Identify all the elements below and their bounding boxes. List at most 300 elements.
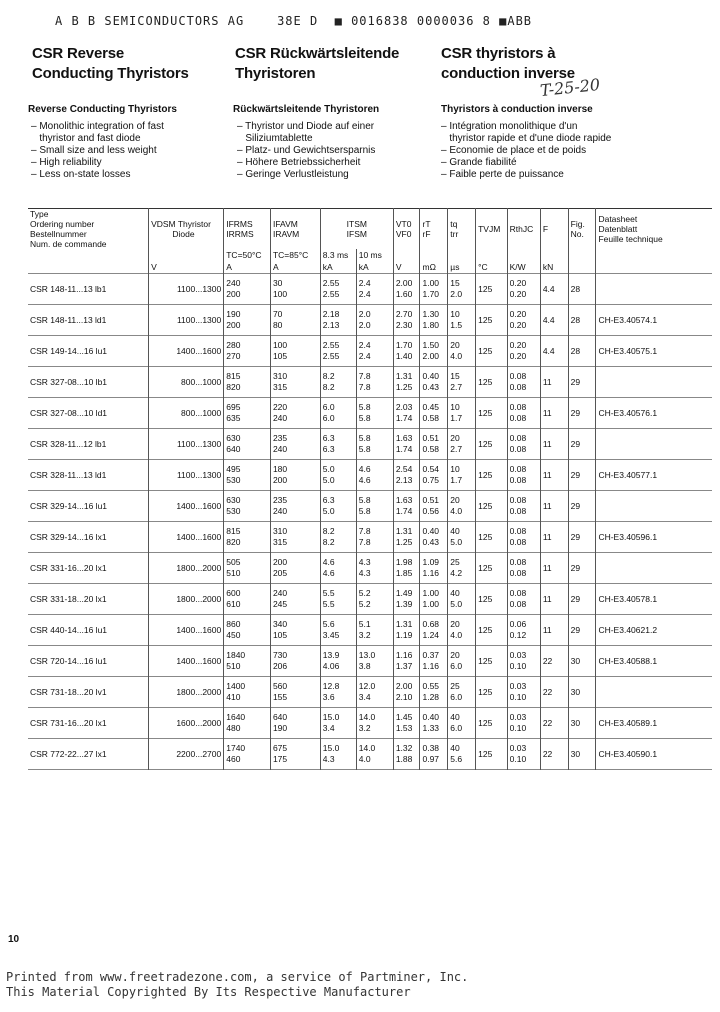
cell-ifavm	[270, 583, 320, 614]
cell-itsm-10ms	[356, 366, 393, 397]
cell-rthjc-line: 0.20	[509, 339, 527, 350]
cell-ifrms-line: 240	[226, 277, 241, 288]
cell-type: CSR 329-14...16 lu1	[30, 500, 108, 511]
cell-rthjc-line: 0.10	[509, 722, 527, 733]
cell-ifavm	[270, 738, 320, 769]
cell-itsm-10ms-line: 2.4	[358, 339, 371, 350]
cell-datasheet	[596, 552, 712, 583]
header-10ms: 10 ms	[356, 249, 393, 261]
cell-ifavm-line: 30	[272, 277, 283, 288]
cell-rt-line: 0.51	[422, 494, 440, 505]
cell-rthjc-line: 0.08	[509, 556, 527, 567]
cell-itsm-83ms-line: 3.6	[322, 691, 335, 702]
cell-itsm-83ms-line: 4.3	[322, 753, 335, 764]
cell-vto	[393, 583, 420, 614]
cell-rthjc	[507, 459, 540, 490]
cell-ifavm	[270, 304, 320, 335]
cell-datasheet: CH-E3.40575.1	[596, 335, 712, 366]
bullet: – Faible perte de puissance	[441, 169, 564, 180]
cell-vdsm: 1800...2000	[149, 676, 224, 707]
cell-vto-line: 1.32	[395, 742, 413, 753]
cell-rt	[420, 273, 448, 304]
cell-vto	[393, 273, 420, 304]
cell-ifavm-line: 310	[272, 525, 288, 536]
cell-vto-line: 2.03	[395, 401, 413, 412]
cell-datasheet	[596, 676, 712, 707]
table-row	[28, 459, 712, 490]
cell-ifrms-line: 820	[226, 381, 241, 392]
cell-itsm-83ms	[320, 273, 356, 304]
table-row	[28, 490, 712, 521]
cell-rthjc	[507, 397, 540, 428]
cell-fig: 29	[568, 459, 596, 490]
cell-vdsm: 1400...1600	[149, 614, 224, 645]
cell-type: CSR 731-18...20 lv1	[30, 686, 107, 697]
cell-rthjc-line: 0.03	[509, 649, 527, 660]
cell-rt-line: 0.51	[422, 432, 440, 443]
cell-type: CSR 731-16...20 lx1	[30, 717, 107, 728]
cell-ifavm-line: 80	[272, 319, 283, 330]
header-f: F	[540, 209, 568, 250]
unit: kA	[320, 261, 356, 273]
cell-rt-line: 0.75	[422, 474, 440, 485]
cell-rt	[420, 366, 448, 397]
cell-rt-line: 0.68	[422, 618, 440, 629]
cell-ifavm-line: 100	[272, 339, 288, 350]
cell-ifrms-line: 200	[226, 288, 241, 299]
cell-itsm-83ms	[320, 707, 356, 738]
cell-rthjc-line: 0.08	[509, 505, 527, 516]
cell-rthjc-line: 0.08	[509, 525, 527, 536]
table-row	[28, 304, 712, 335]
cell-f: 4.4	[540, 304, 568, 335]
cell-rt-line: 0.40	[422, 370, 440, 381]
cell-datasheet: CH-E3.40589.1	[596, 707, 712, 738]
cell-tvjm: 125	[476, 366, 508, 397]
cell-tq-line: 5.0	[450, 598, 463, 609]
unit: kA	[356, 261, 393, 273]
cell-type: CSR 331-16...20 lx1	[30, 562, 107, 573]
cell-f: 11	[540, 521, 568, 552]
cell-f: 4.4	[540, 335, 568, 366]
cell-datasheet	[596, 490, 712, 521]
cell-rthjc-line: 0.20	[509, 319, 527, 330]
table-row	[28, 552, 712, 583]
cell-f: 22	[540, 676, 568, 707]
cell-tq-line: 4.0	[450, 505, 463, 516]
cell-tq-line: 4.0	[450, 350, 463, 361]
cell-rt	[420, 676, 448, 707]
cell-rthjc	[507, 490, 540, 521]
cell-itsm-83ms	[320, 676, 356, 707]
cell-vto-line: 1.16	[395, 649, 413, 660]
cell-ifavm	[270, 459, 320, 490]
cell-vto	[393, 428, 420, 459]
cell-tq-line: 1.7	[450, 412, 463, 423]
handwritten-note: T-25-20	[539, 74, 601, 101]
unit: mΩ	[420, 261, 448, 273]
cell-vdsm: 1100...1300	[149, 428, 224, 459]
cell-rt-line: 1.00	[422, 587, 440, 598]
cell-itsm-10ms-line: 4.6	[358, 474, 371, 485]
cell-rthjc	[507, 583, 540, 614]
cell-rthjc-line: 0.08	[509, 587, 527, 598]
bullet: – High reliability	[31, 157, 102, 168]
cell-fig: 30	[568, 645, 596, 676]
cell-rt-line: 0.43	[422, 536, 440, 547]
cell-itsm-10ms	[356, 335, 393, 366]
cell-rthjc-line: 0.03	[509, 742, 527, 753]
cell-tq-line: 25	[450, 556, 460, 567]
cell-ifavm-line: 206	[272, 660, 288, 671]
cell-vdsm: 1400...1600	[149, 490, 224, 521]
cell-itsm-10ms-line: 4.6	[358, 463, 371, 474]
cell-rthjc-line: 0.08	[509, 474, 527, 485]
cell-tq-line: 40	[450, 587, 460, 598]
cell-ifavm	[270, 335, 320, 366]
bullet: Siliziumtablette	[237, 133, 313, 144]
cell-vdsm: 1800...2000	[149, 552, 224, 583]
cell-ifrms-line: 610	[226, 598, 241, 609]
cell-vto-line: 1.74	[395, 412, 413, 423]
cell-itsm-83ms-line: 5.0	[322, 505, 335, 516]
cell-ifavm-line: 340	[272, 618, 288, 629]
cell-fig: 30	[568, 707, 596, 738]
cell-vdsm: 1800...2000	[149, 583, 224, 614]
table-row	[28, 366, 712, 397]
thyristor-table	[28, 208, 712, 770]
cell-vto	[393, 645, 420, 676]
table-row	[28, 614, 712, 645]
cell-tq	[448, 583, 476, 614]
cell-itsm-10ms	[356, 552, 393, 583]
cell-type: CSR 327-08...10 ld1	[30, 407, 108, 418]
cell-rthjc	[507, 738, 540, 769]
cell-itsm-10ms-line: 5.1	[358, 618, 371, 629]
cell-rthjc	[507, 428, 540, 459]
cell-fig: 28	[568, 304, 596, 335]
cell-itsm-10ms-line: 12.0	[358, 680, 376, 691]
cell-itsm-83ms	[320, 428, 356, 459]
cell-rt-line: 0.45	[422, 401, 440, 412]
cell-ifavm	[270, 490, 320, 521]
cell-rthjc-line: 0.08	[509, 443, 527, 454]
cell-ifavm	[270, 521, 320, 552]
cell-itsm-10ms-line: 2.4	[358, 277, 371, 288]
cell-rt-line: 1.33	[422, 722, 440, 733]
cell-rthjc-line: 0.20	[509, 288, 527, 299]
cell-vto	[393, 304, 420, 335]
cell-type: CSR 440-14...16 lu1	[30, 624, 108, 635]
cell-rt	[420, 459, 448, 490]
cell-vto	[393, 366, 420, 397]
cell-rthjc	[507, 707, 540, 738]
cell-itsm-10ms-line: 7.8	[358, 381, 371, 392]
cell-ifrms-line: 505	[226, 556, 241, 567]
cell-vto	[393, 521, 420, 552]
cell-vto-line: 1.31	[395, 618, 413, 629]
cell-datasheet	[596, 366, 712, 397]
cell-itsm-10ms-line: 14.0	[358, 711, 376, 722]
cell-itsm-10ms-line: 3.8	[358, 660, 371, 671]
bullet: – Economie de place et de poids	[441, 145, 587, 156]
cell-itsm-83ms-line: 5.5	[322, 587, 335, 598]
cell-rthjc-line: 0.08	[509, 567, 527, 578]
cell-ifavm	[270, 428, 320, 459]
header-tc85: TC=85°C	[270, 249, 320, 261]
cell-rthjc	[507, 335, 540, 366]
cell-rt-line: 1.00	[422, 598, 440, 609]
cell-fig: 30	[568, 676, 596, 707]
cell-rt	[420, 428, 448, 459]
cell-rthjc-line: 0.08	[509, 463, 527, 474]
cell-rt-line: 1.16	[422, 567, 440, 578]
cell-ifrms-line: 640	[226, 443, 241, 454]
cell-itsm-10ms-line: 5.8	[358, 412, 371, 423]
cell-tq-line: 20	[450, 494, 460, 505]
table-row	[28, 738, 712, 769]
cell-rthjc-line: 0.08	[509, 598, 527, 609]
cell-rthjc-line: 0.06	[509, 618, 527, 629]
cell-itsm-10ms-line: 5.8	[358, 443, 371, 454]
cell-vto	[393, 552, 420, 583]
cell-vto-line: 1.60	[395, 288, 413, 299]
cell-rt	[420, 645, 448, 676]
cell-ifrms	[224, 645, 271, 676]
cell-itsm-83ms-line: 5.0	[322, 474, 335, 485]
cell-ifavm-line: 315	[272, 381, 288, 392]
cell-vdsm: 800...1000	[149, 366, 224, 397]
cell-fig: 28	[568, 273, 596, 304]
cell-rt	[420, 707, 448, 738]
cell-ifavm-line: 235	[272, 432, 288, 443]
cell-rthjc-line: 0.10	[509, 691, 527, 702]
cell-ifrms-line: 460	[226, 753, 241, 764]
cell-itsm-10ms	[356, 273, 393, 304]
cell-type: CSR 149-14...16 lu1	[30, 345, 108, 356]
cell-vto-line: 1.74	[395, 505, 413, 516]
cell-tq	[448, 397, 476, 428]
cell-ifrms-line: 495	[226, 463, 241, 474]
cell-itsm-10ms	[356, 521, 393, 552]
cell-itsm-10ms	[356, 738, 393, 769]
table-row	[28, 645, 712, 676]
cell-vto-line: 1.37	[395, 660, 413, 671]
cell-ifrms-line: 635	[226, 412, 241, 423]
cell-ifavm-line: 100	[272, 288, 288, 299]
cell-vto	[393, 397, 420, 428]
cell-rt	[420, 614, 448, 645]
cell-type: CSR 327-08...10 lb1	[30, 376, 108, 387]
cell-rthjc	[507, 676, 540, 707]
cell-ifavm-line: 640	[272, 711, 288, 722]
cell-tvjm: 125	[476, 645, 508, 676]
cell-rt-line: 0.54	[422, 463, 440, 474]
cell-itsm-83ms-line: 6.0	[322, 412, 335, 423]
cell-itsm-10ms-line: 5.8	[358, 505, 371, 516]
cell-rt-line: 1.80	[422, 319, 440, 330]
cell-ifavm-line: 730	[272, 649, 288, 660]
cell-vto	[393, 707, 420, 738]
cell-vto-line: 1.31	[395, 370, 413, 381]
cell-ifrms	[224, 397, 271, 428]
cell-rthjc-line: 0.20	[509, 350, 527, 361]
cell-itsm-83ms-line: 2.55	[322, 277, 340, 288]
cell-itsm-10ms	[356, 676, 393, 707]
cell-itsm-10ms-line: 4.3	[358, 567, 371, 578]
cell-vto	[393, 676, 420, 707]
cell-ifrms-line: 280	[226, 339, 241, 350]
cell-itsm-10ms	[356, 459, 393, 490]
cell-ifrms-line: 1400	[226, 680, 246, 691]
cell-itsm-83ms	[320, 490, 356, 521]
cell-ifavm-line: 675	[272, 742, 288, 753]
cell-ifavm-line: 310	[272, 370, 288, 381]
header-fig: Fig. No.	[568, 209, 596, 250]
cell-itsm-83ms-line: 8.2	[322, 381, 335, 392]
cell-itsm-83ms-line: 13.9	[322, 649, 340, 660]
unit: A	[270, 261, 320, 273]
cell-tq-line: 10	[450, 401, 460, 412]
cell-rt	[420, 738, 448, 769]
cell-rthjc	[507, 614, 540, 645]
cell-ifrms-line: 695	[226, 401, 241, 412]
cell-f: 22	[540, 707, 568, 738]
header-tc50: TC=50°C	[224, 249, 271, 261]
cell-tq	[448, 676, 476, 707]
cell-rt-line: 0.38	[422, 742, 440, 753]
cell-ifrms-line: 860	[226, 618, 241, 629]
cell-tq-line: 20	[450, 339, 460, 350]
cell-tq-line: 25	[450, 680, 460, 691]
cell-vto-line: 1.49	[395, 587, 413, 598]
cell-tq	[448, 428, 476, 459]
cell-vto-line: 1.31	[395, 525, 413, 536]
cell-datasheet	[596, 273, 712, 304]
cell-vdsm: 800...1000	[149, 397, 224, 428]
cell-vto-line: 1.25	[395, 536, 413, 547]
cell-rt-line: 0.37	[422, 649, 440, 660]
bullet: – Höhere Betriebssicherheit	[237, 157, 361, 168]
cell-rthjc-line: 0.08	[509, 370, 527, 381]
cell-itsm-10ms-line: 3.4	[358, 691, 371, 702]
cell-rthjc-line: 0.08	[509, 494, 527, 505]
cell-tvjm: 125	[476, 707, 508, 738]
cell-itsm-83ms-line: 6.3	[322, 443, 335, 454]
cell-itsm-10ms-line: 3.2	[358, 722, 371, 733]
bullet: – Monolithic integration of fast	[31, 121, 164, 132]
cell-ifavm-line: 560	[272, 680, 288, 691]
cell-itsm-83ms	[320, 583, 356, 614]
cell-tq-line: 40	[450, 742, 460, 753]
cell-ifrms-line: 1740	[226, 742, 246, 753]
table-row	[28, 273, 712, 304]
cell-vto	[393, 614, 420, 645]
cell-tq	[448, 707, 476, 738]
cell-vto-line: 2.00	[395, 680, 413, 691]
cell-tvjm: 125	[476, 583, 508, 614]
cell-itsm-10ms	[356, 397, 393, 428]
cell-tq-line: 2.0	[450, 288, 463, 299]
cell-fig: 29	[568, 366, 596, 397]
cell-rthjc-line: 0.03	[509, 680, 527, 691]
cell-itsm-83ms-line: 2.55	[322, 288, 340, 299]
cell-ifrms-line: 600	[226, 587, 241, 598]
cell-itsm-83ms-line: 3.45	[322, 629, 340, 640]
cell-tq-line: 5.6	[450, 753, 463, 764]
cell-itsm-10ms-line: 13.0	[358, 649, 376, 660]
cell-itsm-10ms-line: 2.0	[358, 319, 371, 330]
cell-tq-line: 20	[450, 618, 460, 629]
cell-f: 11	[540, 397, 568, 428]
cell-rt-line: 0.97	[422, 753, 440, 764]
cell-rthjc-line: 0.08	[509, 381, 527, 392]
cell-ifrms	[224, 304, 271, 335]
cell-ifrms	[224, 459, 271, 490]
unit: K/W	[507, 261, 540, 273]
cell-ifrms-line: 630	[226, 432, 241, 443]
cell-vto	[393, 459, 420, 490]
cell-rt-line: 0.40	[422, 525, 440, 536]
cell-vto-line: 1.70	[395, 339, 413, 350]
cell-ifrms	[224, 552, 271, 583]
cell-vto-line: 1.63	[395, 432, 413, 443]
cell-itsm-83ms-line: 8.2	[322, 536, 335, 547]
cell-tq-line: 6.0	[450, 691, 463, 702]
cell-ifavm-line: 200	[272, 556, 288, 567]
cell-itsm-10ms-line: 5.8	[358, 494, 371, 505]
header-datasheet: Datasheet Datenblatt Feuille technique	[596, 209, 712, 250]
cell-ifavm-line: 315	[272, 536, 288, 547]
cell-ifrms-line: 410	[226, 691, 241, 702]
cell-ifavm-line: 105	[272, 629, 288, 640]
cell-tq-line: 2.7	[450, 381, 463, 392]
cell-tq	[448, 273, 476, 304]
cell-rt-line: 1.09	[422, 556, 440, 567]
header-vto: VT0 VF0	[393, 209, 420, 250]
cell-ifrms-line: 450	[226, 629, 241, 640]
cell-ifrms-line: 630	[226, 494, 241, 505]
bullets-german	[237, 121, 375, 181]
cell-rt-line: 1.00	[422, 277, 440, 288]
cell-tq-line: 1.7	[450, 474, 463, 485]
cell-vto-line: 1.19	[395, 629, 413, 640]
header-rt: rT rF	[420, 209, 448, 250]
cell-itsm-83ms-line: 12.8	[322, 680, 340, 691]
cell-rt	[420, 521, 448, 552]
cell-itsm-10ms-line: 5.8	[358, 401, 371, 412]
cell-ifavm-line: 240	[272, 505, 288, 516]
header-vdsm: VDSM Thyristor Diode	[149, 209, 224, 250]
cell-itsm-83ms-line: 6.3	[322, 494, 335, 505]
cell-rt-line: 2.00	[422, 350, 440, 361]
cell-itsm-83ms-line: 4.6	[322, 567, 335, 578]
cell-f: 11	[540, 614, 568, 645]
cell-vdsm: 2200...2700	[149, 738, 224, 769]
bullet: – Intégration monolithique d'un	[441, 121, 578, 132]
cell-itsm-83ms-line: 2.18	[322, 308, 340, 319]
cell-ifavm-line: 155	[272, 691, 288, 702]
header-rthjc: RthJC	[507, 209, 540, 250]
cell-ifrms-line: 815	[226, 525, 241, 536]
cell-tq-line: 40	[450, 711, 460, 722]
cell-tq	[448, 614, 476, 645]
cell-tq	[448, 335, 476, 366]
cell-itsm-83ms-line: 15.0	[322, 742, 340, 753]
cell-tq	[448, 738, 476, 769]
cell-rt-line: 0.58	[422, 412, 440, 423]
header-type: Type Ordering number Bestellnummer Num. de commande	[30, 209, 107, 249]
